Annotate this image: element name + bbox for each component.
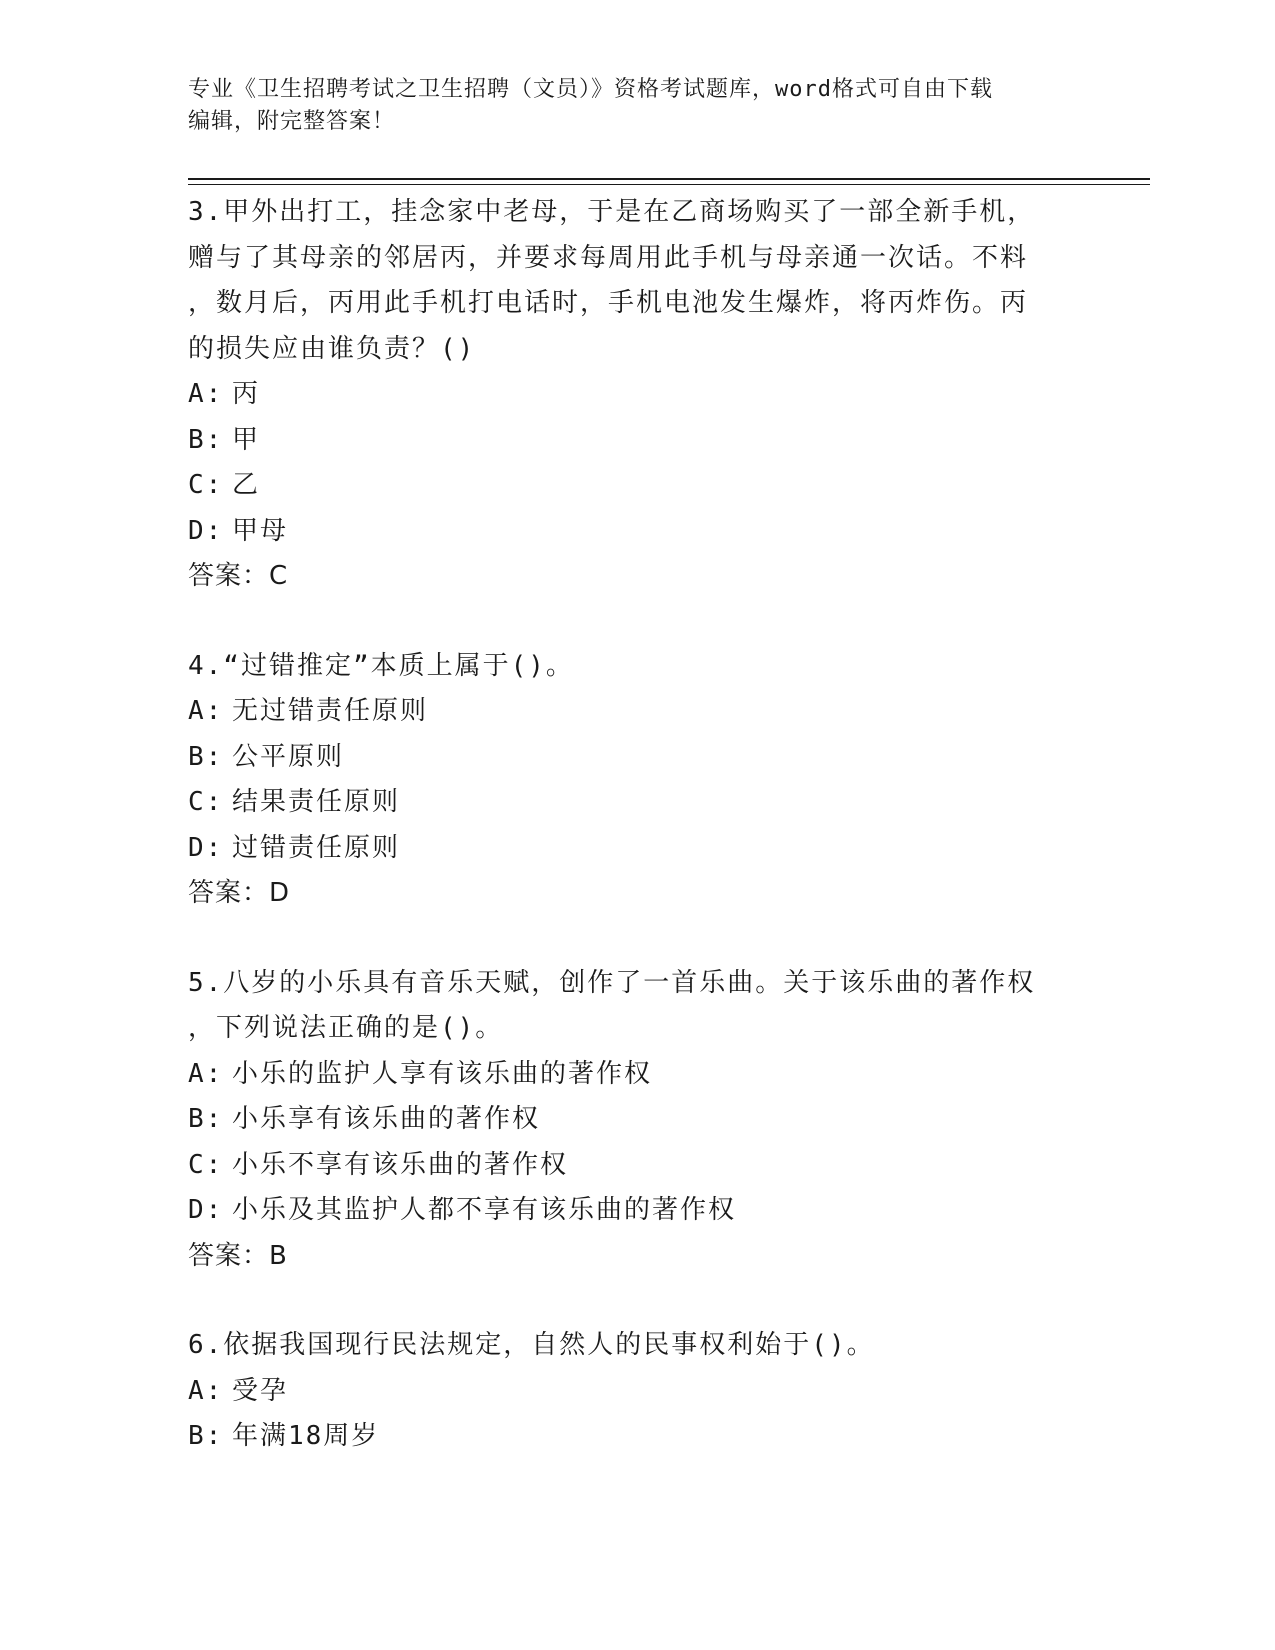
option-letter: A: [188,379,224,409]
question-list [188,190,1088,1460]
question-text-line: 的损失应由谁负责？() [188,333,476,364]
option-text: 丙 [232,379,261,409]
question-text-line: 3.甲外出打工，挂念家中老母，于是在乙商场购买了一部全新手机， [188,197,1036,227]
option-text: 甲 [232,424,261,455]
question-text-line: 4.“过错推定”本质上属于()。 [188,650,574,681]
header-rule-thin [188,184,1150,185]
option-letter: B: [188,741,224,772]
option-text: 甲母 [232,515,289,546]
option-text: 小乐的监护人享有该乐曲的著作权 [232,1058,653,1089]
option-b [188,1097,1088,1143]
option-text: 公平原则 [232,741,345,772]
option-d [188,509,1088,555]
option-letter: A: [188,1058,224,1089]
answer-line: 答案：C [188,561,289,591]
header-line-2: 编辑，附完整答案！ [188,109,396,134]
option-letter: B: [188,1421,224,1451]
option-d [188,1188,1088,1234]
option-c [188,780,1088,826]
document-header [188,74,1088,138]
answer-line: 答案：B [188,1240,288,1271]
option-a [188,372,1088,418]
option-letter: B: [188,1104,224,1134]
option-letter: D: [188,832,224,863]
header-rule-thick [188,178,1150,180]
option-letter: D: [188,515,224,546]
option-text: 结果责任原则 [232,787,401,817]
header-line-1: 专业《卫生招聘考试之卫生招聘（文员）》资格考试题库，word格式可自由下载 [188,77,993,102]
option-d [188,826,1088,872]
answer-line: 答案：D [188,878,291,908]
option-text: 小乐不享有该乐曲的著作权 [232,1149,569,1180]
option-a [188,1052,1088,1098]
question-4 [188,644,1088,917]
question-3 [188,190,1088,600]
option-a [188,689,1088,735]
option-b [188,418,1088,464]
option-letter: C: [188,787,224,817]
option-b [188,735,1088,781]
question-6 [188,1323,1088,1460]
option-text: 无过错责任原则 [232,696,429,726]
option-letter: A: [188,696,224,726]
question-text-line: ，下列说法正确的是()。 [188,1013,504,1043]
question-5 [188,961,1088,1280]
option-letter: C: [188,1149,224,1180]
option-a [188,1369,1088,1415]
question-text-line: 6.依据我国现行民法规定，自然人的民事权利始于()。 [188,1330,875,1360]
option-text: 受孕 [232,1375,289,1406]
option-letter: D: [188,1195,224,1225]
question-text-line: ，数月后，丙用此手机打电话时，手机电池发生爆炸，将丙炸伤。丙 [188,288,1029,318]
option-text: 小乐享有该乐曲的著作权 [232,1104,541,1134]
option-letter: A: [188,1375,224,1406]
option-c [188,1143,1088,1189]
option-text: 年满18周岁 [232,1421,380,1451]
option-letter: B: [188,424,224,455]
option-text: 乙 [232,470,261,500]
question-text-line: 赠与了其母亲的邻居丙，并要求每周用此手机与母亲通一次话。不料 [188,242,1029,273]
question-text-line: 5.八岁的小乐具有音乐天赋，创作了一首乐曲。关于该乐曲的著作权 [188,967,1036,998]
option-c [188,463,1088,509]
option-text: 小乐及其监护人都不享有该乐曲的著作权 [232,1195,737,1225]
option-b [188,1414,1088,1460]
option-letter: C: [188,470,224,500]
option-text: 过错责任原则 [232,832,401,863]
